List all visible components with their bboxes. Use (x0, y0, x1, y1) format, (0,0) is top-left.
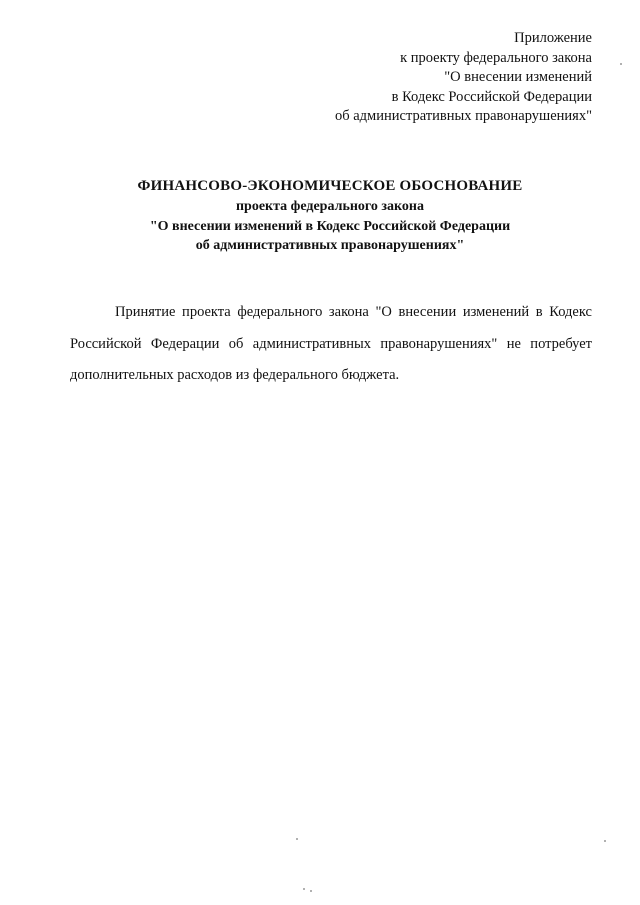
body-paragraph: Принятие проекта федерального закона "О внесении изменений в Кодекс Российской Федерации об административных правонарушениях" не потребует дополнительных расходов из федерального бюджета. (70, 304, 592, 383)
body-text (70, 297, 592, 392)
title-line: проекта федерального закона (235, 199, 424, 214)
appendix-line: в Кодекс Российской Федерации (391, 88, 592, 105)
scan-speck (303, 888, 305, 890)
scan-speck (296, 838, 298, 840)
appendix-line: Приложение (514, 30, 592, 46)
document-title (0, 175, 640, 256)
appendix-line: "О внесении изменений (444, 69, 592, 85)
scan-speck (620, 63, 622, 65)
title-heading: ФИНАНСОВО-ЭКОНОМИЧЕСКОЕ ОБОСНОВАНИЕ (137, 178, 523, 194)
title-line: "О внесении изменений в Кодекс Российской Федерации (149, 218, 511, 234)
scan-speck (604, 840, 606, 842)
title-line: об административных правонарушениях" (195, 238, 465, 253)
appendix-line: об административных правонарушениях" (334, 108, 592, 124)
scan-speck (310, 890, 312, 892)
appendix-line: к проекту федерального закона (400, 49, 592, 66)
appendix-note (335, 29, 592, 127)
